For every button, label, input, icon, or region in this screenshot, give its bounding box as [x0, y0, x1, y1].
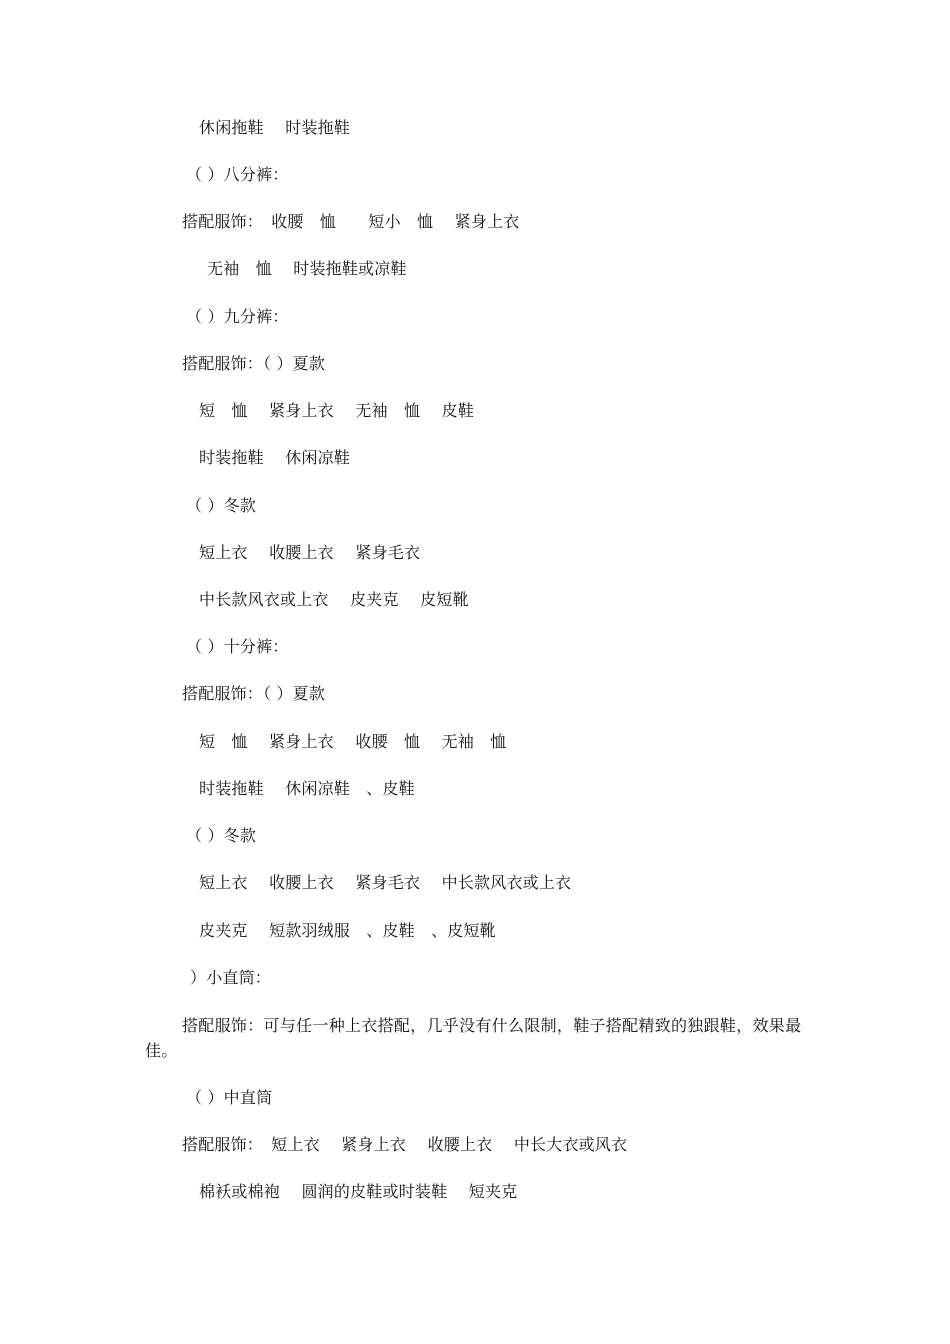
section-heading: ）小直筒： — [190, 968, 272, 987]
section-heading: （ ）十分裤： — [186, 637, 289, 656]
text-line: 休闲拖鞋 时装拖鞋 — [199, 118, 351, 137]
text-line: 搭配服饰：（ ）夏款 — [182, 684, 326, 703]
text-line: 搭配服饰： 收腰 恤 短小 恤 紧身上衣 — [182, 212, 520, 231]
text-line: 时装拖鞋 休闲凉鞋 、皮鞋 — [199, 779, 415, 798]
text-line: 搭配服饰：（ ）夏款 — [182, 354, 326, 373]
section-heading: （ ）九分裤： — [186, 307, 289, 326]
text-line: 短 恤 紧身上衣 无袖 恤 皮鞋 — [199, 401, 475, 420]
text-line: 短上衣 收腰上衣 紧身毛衣 中长款风衣或上衣 — [199, 873, 572, 892]
section-heading: （ ）中直筒 — [186, 1088, 273, 1107]
text-line: 棉袄或棉袍 圆润的皮鞋或时装鞋 短夹克 — [199, 1182, 518, 1201]
text-line: 短 恤 紧身上衣 收腰 恤 无袖 恤 — [199, 732, 507, 751]
text-line: 无袖 恤 时装拖鞋或凉鞋 — [207, 259, 407, 278]
text-line: 时装拖鞋 休闲凉鞋 — [199, 448, 351, 467]
text-line: 搭配服饰： 短上衣 紧身上衣 收腰上衣 中长大衣或风衣 — [182, 1135, 628, 1154]
body-paragraph: 搭配服饰：可与任一种上衣搭配，几乎没有什么限制，鞋子搭配精致的独跟鞋，效果最佳。 — [145, 1016, 802, 1060]
text-line: 短上衣 收腰上衣 紧身毛衣 — [199, 543, 421, 562]
sub-heading: （ ）冬款 — [186, 496, 257, 515]
section-heading: （ ）八分裤： — [186, 165, 289, 184]
text-line: 皮夹克 短款羽绒服 、皮鞋 、皮短靴 — [199, 921, 496, 940]
text-line: 中长款风衣或上衣 皮夹克 皮短靴 — [199, 590, 469, 609]
sub-heading: （ ）冬款 — [186, 826, 257, 845]
